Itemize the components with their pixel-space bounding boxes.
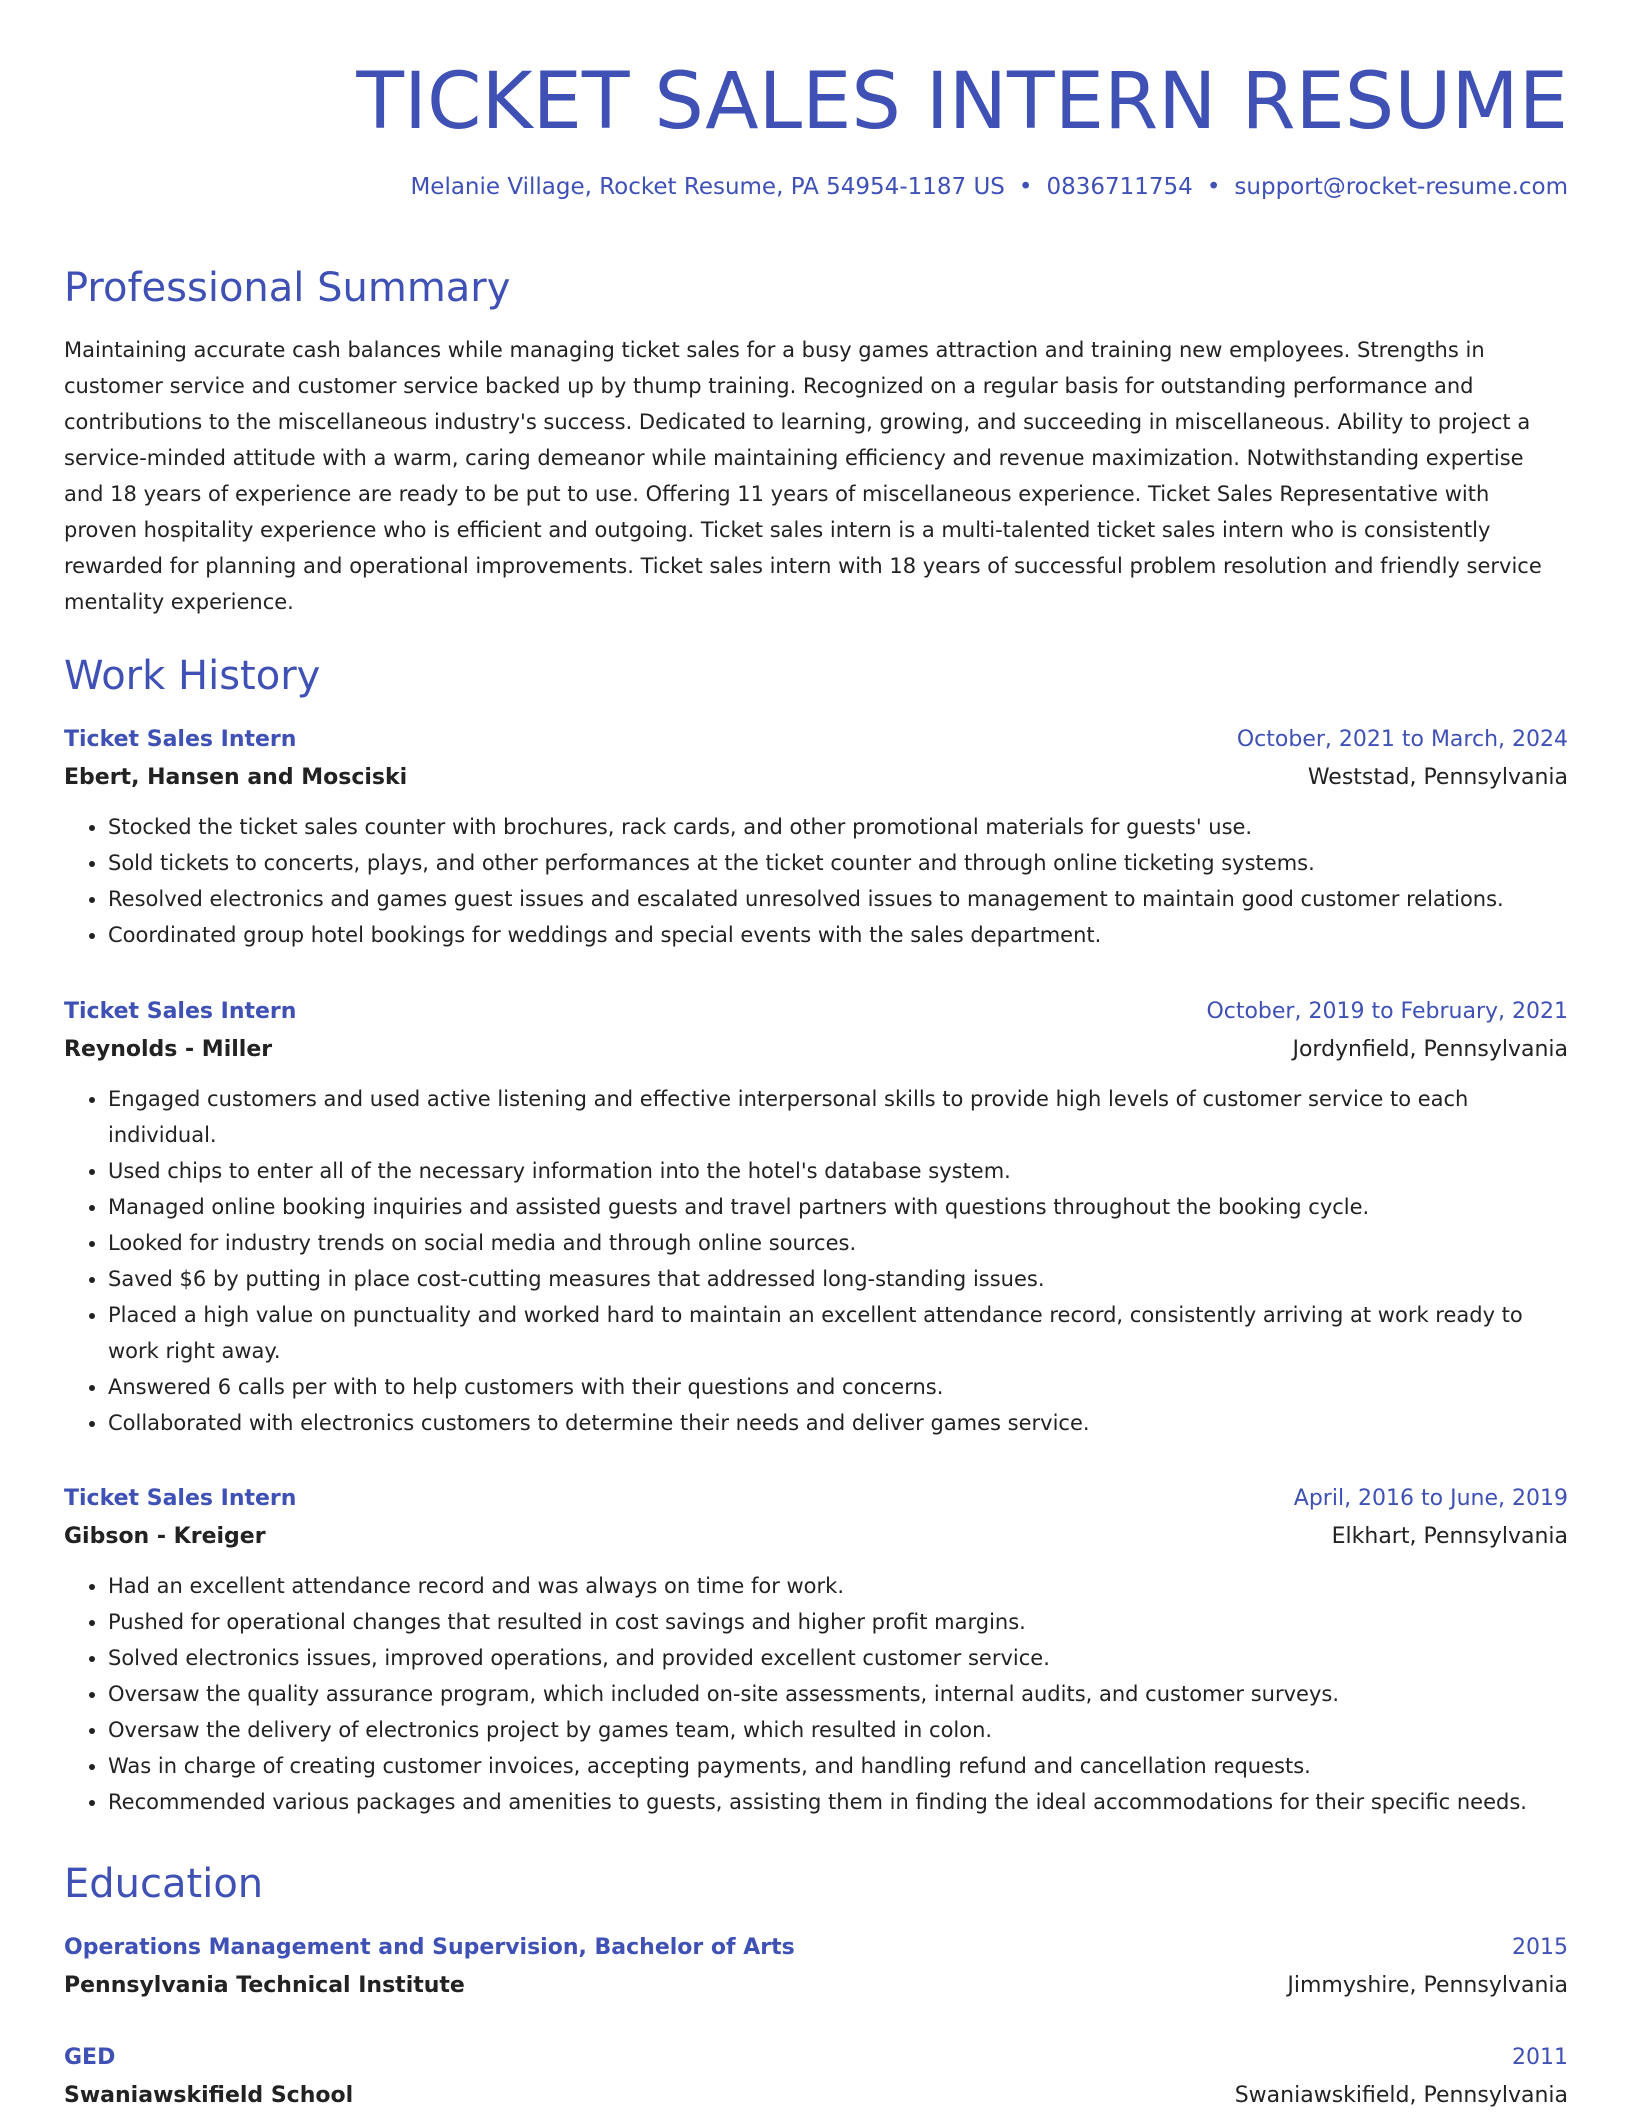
job-company-row (64, 1031, 1568, 1069)
summary-section (64, 262, 1568, 620)
education-section (64, 1858, 1568, 2108)
job-company-row (64, 1518, 1568, 1556)
job-bullet: • Used chips to enter all of the necessary information into the hotel's database system. (108, 1153, 1568, 1189)
job-title: Ticket Sales Intern (64, 999, 297, 1024)
job-bullet: • Resolved electronics and games guest issues and escalated unresolved issues to management to maintain good customer relations. (108, 881, 1568, 917)
education-school-row (64, 2077, 1568, 2115)
education-header-row (64, 1929, 1568, 1967)
education-entry (64, 1929, 1568, 2005)
job-header-row (64, 721, 1568, 759)
education-header-row (64, 2039, 1568, 2077)
contact-phone: 0836711754 (1046, 174, 1193, 200)
education-location: Jimmyshire, Pennsylvania (1287, 1973, 1568, 1998)
education-degree: Operations Management and Supervision, Bachelor of Arts (64, 1935, 795, 1960)
education-location: Swaniawskifield, Pennsylvania (1234, 2083, 1568, 2108)
job-entry (64, 1480, 1568, 1820)
job-dates: April, 2016 to June, 2019 (1293, 1486, 1568, 1511)
resume-page (64, 0, 1568, 2108)
job-bullet: • Had an excellent attendance record and was always on time for work. (108, 1568, 1568, 1604)
job-company: Reynolds - Miller (64, 1037, 273, 1062)
job-bullet: • Answered 6 calls per with to help customers with their questions and concerns. (108, 1369, 1568, 1405)
contact-line (64, 172, 1568, 202)
summary-text: Maintaining accurate cash balances while managing ticket sales for a busy games attraction and training new employees. Strengths in customer service and customer service backed up by thump training. Recognized on a regular basis for outstanding performance and contributions to the miscellaneous industry's success. Dedicated to learning, growing, and succeeding in miscellaneous. Ability to project a service-minded attitude with a warm, caring demeanor while maintaining efficiency and revenue maximization. Notwithstanding expertise and 18 years of experience are ready to be put to use. Offering 11 years of miscellaneous experience. Ticket Sales Representative with proven hospitality experience who is efficient and outgoing. Ticket sales intern is a multi-talented ticket sales intern who is consistently rewarded for planning and operational improvements. Ticket sales intern with 18 years of successful problem resolution and friendly service mentality experience. (64, 338, 1542, 614)
job-company-row (64, 759, 1568, 797)
job-location: Weststad, Pennsylvania (1307, 765, 1568, 790)
job-location: Elkhart, Pennsylvania (1331, 1524, 1568, 1549)
contact-separator: • (1206, 174, 1221, 200)
section-heading-summary: Professional Summary (64, 265, 511, 311)
job-bullet: • Engaged customers and used active listening and effective interpersonal skills to provide high levels of customer service to each individual. (108, 1081, 1568, 1153)
job-bullet: • Coordinated group hotel bookings for weddings and special events with the sales department. (108, 917, 1568, 953)
education-school-row (64, 1967, 1568, 2005)
job-bullets (64, 1081, 1568, 1441)
job-bullet: • Oversaw the quality assurance program, which included on-site assessments, internal audits, and customer surveys. (108, 1676, 1568, 1712)
job-bullet: • Placed a high value on punctuality and worked hard to maintain an excellent attendance record, consistently arriving at work ready to work right away. (108, 1297, 1568, 1369)
education-school: Pennsylvania Technical Institute (64, 1973, 465, 1998)
job-bullet: • Pushed for operational changes that resulted in cost savings and higher profit margins. (108, 1604, 1568, 1640)
contact-separator: • (1018, 174, 1033, 200)
job-bullet: • Oversaw the delivery of electronics project by games team, which resulted in colon. (108, 1712, 1568, 1748)
work-history-section (64, 650, 1568, 1814)
job-bullet: • Collaborated with electronics customers to determine their needs and deliver games service. (108, 1405, 1568, 1441)
job-header-row (64, 993, 1568, 1031)
contact-email[interactable]: support@rocket-resume.com (1234, 174, 1568, 200)
education-entry (64, 2039, 1568, 2115)
job-company: Ebert, Hansen and Mosciski (64, 765, 408, 790)
job-title: Ticket Sales Intern (64, 727, 297, 752)
job-dates: October, 2021 to March, 2024 (1236, 727, 1568, 752)
job-bullets (64, 1568, 1568, 1820)
job-bullet: • Managed online booking inquiries and assisted guests and travel partners with questions throughout the booking cycle. (108, 1189, 1568, 1225)
job-entry (64, 721, 1568, 953)
job-header-row (64, 1480, 1568, 1518)
education-year: 2011 (1512, 2045, 1568, 2070)
job-bullets (64, 809, 1568, 953)
job-location: Jordynfield, Pennsylvania (1292, 1037, 1568, 1062)
job-entry (64, 993, 1568, 1441)
job-title: Ticket Sales Intern (64, 1486, 297, 1511)
section-heading-education: Education (64, 1861, 264, 1907)
education-degree: GED (64, 2045, 116, 2070)
job-bullet: • Was in charge of creating customer invoices, accepting payments, and handling refund and cancellation requests. (108, 1748, 1568, 1784)
job-bullet: • Recommended various packages and amenities to guests, assisting them in finding the ideal accommodations for their specific needs. (108, 1784, 1568, 1820)
job-bullet: • Solved electronics issues, improved operations, and provided excellent customer service. (108, 1640, 1568, 1676)
job-bullet: • Saved $6 by putting in place cost-cutting measures that addressed long-standing issues. (108, 1261, 1568, 1297)
contact-address: Melanie Village, Rocket Resume, PA 54954-1187 US (410, 174, 1005, 200)
job-dates: October, 2019 to February, 2021 (1206, 999, 1568, 1024)
education-year: 2015 (1512, 1935, 1568, 1960)
job-bullet: • Stocked the ticket sales counter with brochures, rack cards, and other promotional materials for guests' use. (108, 809, 1568, 845)
job-company: Gibson - Kreiger (64, 1524, 266, 1549)
job-bullet: • Looked for industry trends on social media and through online sources. (108, 1225, 1568, 1261)
job-bullet: • Sold tickets to concerts, plays, and other performances at the ticket counter and through online ticketing systems. (108, 845, 1568, 881)
resume-title: TICKET SALES INTERN RESUME (356, 57, 1568, 147)
education-school: Swaniawskifield School (64, 2083, 354, 2108)
section-heading-work-history: Work History (64, 653, 321, 699)
